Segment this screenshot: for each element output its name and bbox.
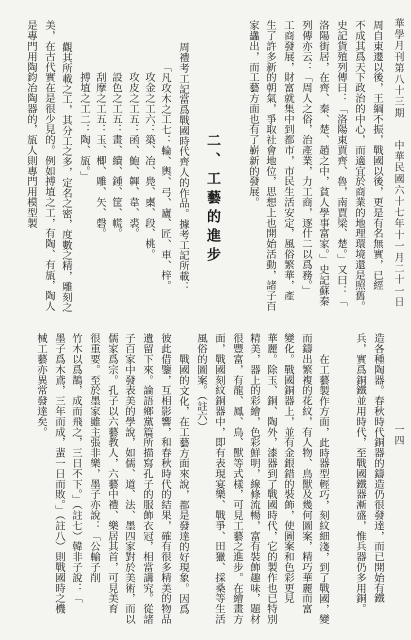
text-column: 竹木以爲鵲，成而飛之，三日不下。」（註七）韓非子說：「 (70, 333, 82, 604)
text-column: 變化。戰國銅器上，並有金銀錯的裝飾，使圖案和色彩更見 (282, 333, 294, 604)
text-column: 兵，實爲銅鐵並用時代，至戰國鐵器漸盛，惟兵器仍多用銅。 (354, 333, 366, 614)
text-column: 周自東遷以後，王綱不振，戰國以後，更是有名無實，已經 (371, 20, 383, 291)
text-column: 面，戰國刻紋銅器中，即有表現宴樂、戰爭、田獵、採桑等生活 (213, 333, 225, 625)
text-column: 周禮考工記當爲戰國時代齊人的作品。據考工記所載： (177, 42, 189, 292)
text-column: 不成其爲天下政治的中心，而適宜於商業的地理環境還是照舊。 (353, 20, 365, 312)
list-item: 攻皮之工五：函、鮑、韗、韋、裘。 (127, 72, 139, 239)
running-header-journal: 華學月刊第八十三期 (392, 18, 403, 119)
text-column: 儒家爲宗。孔子以六藝教人，六藝中禮、樂居其首，可見美育 (106, 333, 118, 614)
list-item: 攻金之工六：築、冶、鳧、㮚、段、桃。 (143, 72, 155, 260)
list-item: 設色之工五：畫、繢、鍾、筐、㡛。 (110, 72, 122, 239)
text-column: 很豐富，有龍、鳳、鳥、獸等式樣，可見工藝之進步。在繪畫方 (231, 333, 243, 625)
text-column: 很重要。至於墨家雖主張非樂，墨子亦說：「公輸子削 (88, 333, 100, 583)
text-column: 戰國的文化，在工藝方面來說，都是發達的好現象。因爲 (177, 354, 189, 614)
section-heading: 二、工藝的進步 (205, 133, 221, 266)
text-column: 生了許多新的朝氣，爭取社會地位，思想上也開始活動，諸子百 (264, 20, 276, 312)
running-header-date: 中華民國六十七年十一月二十一日 (392, 140, 403, 308)
text-column: 遺留下來。論語鄉黨篇所描寫孔子的服飾衣冠，相當講究。從諸 (141, 333, 153, 625)
text-column: 洛陽街居，在齊、秦、楚、趙之中，貧人學事富家。」史記蘇秦 (317, 20, 329, 306)
text-column: 風俗的圖案。（註六） (195, 333, 207, 432)
text-column: 在工藝製作方面，此時器型輕巧，刻紋細淺，到了戰國，變 (317, 354, 329, 625)
list-item: 刮摩之工五：玉、楖、雕、矢、磬。 (94, 72, 106, 239)
list-item: 「凡攻木之工七：輪、輿、弓、廬、匠、車、梓。 (159, 62, 171, 291)
text-column: 列傳亦云：「周人之俗，治產業，力工商，逐什二以爲務。」 (300, 20, 312, 296)
list-item: 搏埴之工二：陶、瓬。」 (78, 72, 90, 182)
text-column: 墨子爲木鳶，三年而成，蜚一日而敗。」（註八）則戰國時之機 (53, 333, 65, 614)
text-column: 彼此借鑒，互相影響，和春秋時代的結果，確有很多精美的物品 (159, 333, 171, 625)
text-column: 而鑄出繁複的花紋，有人物、鳥獸及幾何圖案，精巧華麗而富 (300, 333, 312, 614)
text-column: 精美，器上的彩繪，色彩鮮明，線條流暢，富有裝飾趣味，題材 (248, 333, 260, 625)
text-column: 工商發展，財富就集中到都市，市民生活安定，風俗繁華，產 (282, 20, 294, 301)
text-column: 造各種陶器。春秋時代銅器的鑄造仍很發達，而已開始有鐵 (372, 333, 384, 604)
text-column: 子百家中發表美的學說，如儒、道、法、墨四家對於美術，而以 (123, 333, 135, 625)
text-column: 美，在古代實在是很少見的。例如搏埴之工，有陶、有瓬，陶人 (43, 20, 55, 312)
text-column: 華麗。除玉、銅、陶外，漆器到了戰國時代，它的製作也已特別 (265, 333, 277, 625)
text-column: 史記貨殖列傳曰：「洛陽東賈齊、魯，南賈梁、楚。」又曰：「 (335, 20, 347, 306)
text-column: 械工藝亦異常發達矣。 (35, 333, 47, 437)
page-number: 一四 (392, 424, 403, 446)
text-column: 觀其所載之工，其分工之多，定名之密，度數之精，雕刻之 (60, 42, 72, 313)
text-column: 是專門用陶鈞冶陶器的，瓬人則專門用模型製 (25, 20, 37, 228)
text-column: 家蠭出，而工藝方面也有了嶄新的發展。 (247, 20, 259, 208)
